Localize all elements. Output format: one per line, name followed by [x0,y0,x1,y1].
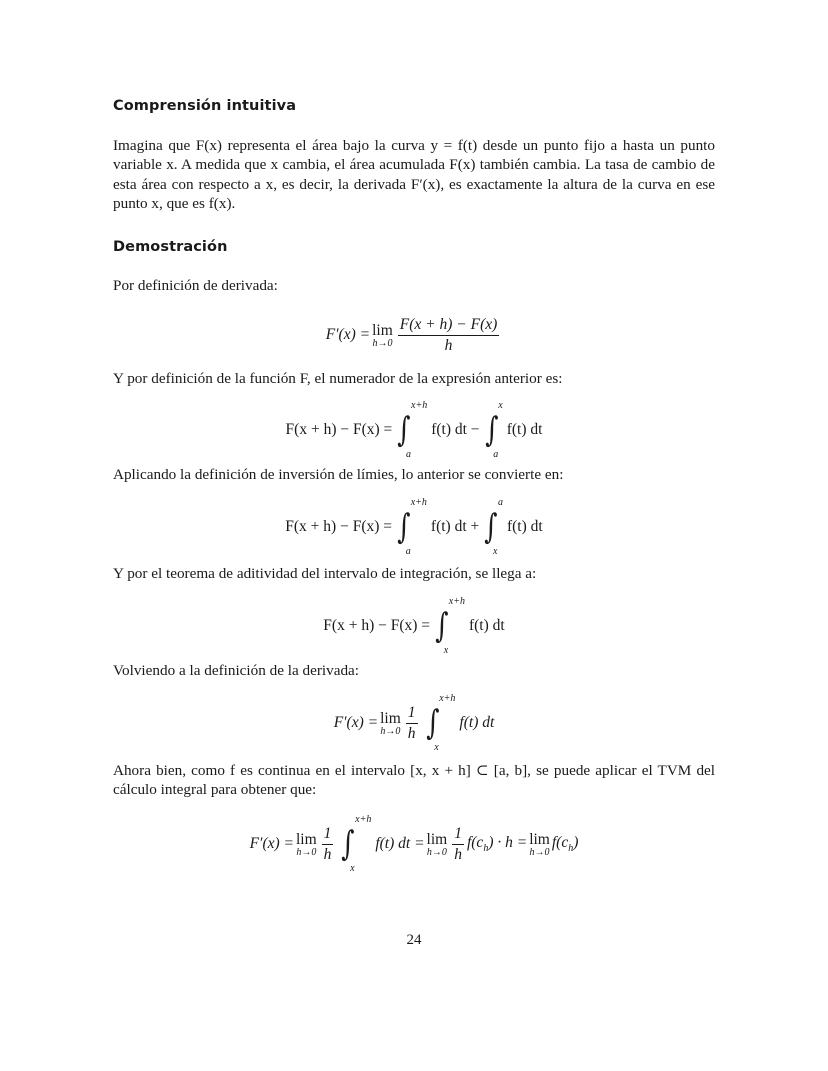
integral-sign-icon: ∫ [425,703,440,743]
eq5-int-upper: x+h [439,693,456,704]
eq6-frac1-num: 1 [322,825,334,845]
eq1-numerator: F(x + h) − F(x) [398,316,500,336]
eq6-integrand: f(t) dt = [375,835,425,852]
section-heading-proof: Demostración [113,239,228,255]
equation-limit-inversion [0,497,828,557]
eq6-limit-1 [296,831,317,858]
eq6-mid-sub: h [483,843,489,855]
eq2-int2-lower: a [493,449,499,460]
eq1-lhs: F′(x) = [325,326,371,343]
eq2-int2-upper: x [498,400,503,411]
eq5-integral [424,693,456,753]
eq6-end-sub: h [568,843,574,855]
eq6-end-tail: ) [573,833,579,851]
eq3-lhs: F(x + h) − F(x) = [285,518,393,535]
eq6-integral [339,814,372,874]
eq3-integral-2 [482,497,503,557]
eq4-integral [433,596,465,656]
eq6-lim1-sub: h→0 [296,846,317,858]
eq3-integrand-1: f(t) dt + [430,518,480,535]
eq1-limit [372,322,393,349]
eq4-integrand: f(t) dt [468,617,505,634]
eq6-lim3-label: lim [529,830,550,848]
section-heading-intuitive: Comprensión intuitiva [113,98,297,114]
eq3-int1-upper: x+h [410,497,427,508]
eq5-lhs: F′(x) = [333,714,379,731]
eq5-int-lower: x [434,742,439,753]
eq2-integrand-1: f(t) dt − [431,421,480,438]
eq1-fraction [398,316,500,355]
eq6-middle [467,834,527,854]
eq6-limit-2 [427,831,448,858]
eq2-integral-2 [483,400,503,460]
equation-additivity [0,596,828,656]
eq1-denominator: h [444,336,453,354]
eq2-lhs: F(x + h) − F(x) = [285,421,393,438]
eq6-fraction-1 [322,825,334,864]
eq6-frac2-num: 1 [452,825,464,845]
proof-text-4: Y por el teorema de aditividad del intervalo de integración, se llega a: [113,565,537,582]
proof-text-3: Aplicando la definición de inversión de límies, lo anterior se convierte en: [113,466,564,483]
eq6-fraction-2 [452,825,464,864]
eq4-int-lower: x [443,645,449,656]
eq2-int1-lower: a [406,449,412,460]
eq6-lim1-label: lim [296,830,317,848]
intuitive-paragraph: Imagina que F(x) representa el área bajo la curva y = f(t) desde un punto fijo a hasta un punto variable x. A medida que x cambia, el área acumulada F(x) también cambia. La tasa de cambio de esta área con respecto a x, es decir, la derivada F′(x), es exactamente la altura de la curva en ese punto x, que es f(x). [113,137,715,213]
eq3-int2-upper: a [497,497,503,508]
eq6-lim3-sub: h→0 [529,846,550,858]
eq1-lim-sub: h→0 [372,337,393,349]
eq6-mid-fn: f(c [466,833,484,851]
eq5-fraction [406,704,418,743]
integral-sign-icon: ∫ [435,606,449,646]
eq6-end [552,834,579,854]
integral-sign-icon: ∫ [397,507,411,547]
integral-sign-icon: ∫ [397,410,411,450]
eq6-limit-3 [529,831,550,858]
eq6-lhs: F′(x) = [249,835,294,852]
eq3-int1-lower: a [405,546,411,557]
eq5-lim-label: lim [380,709,401,727]
eq5-limit [380,710,401,737]
eq6-frac1-den: h [323,845,332,863]
equation-numerator-split [0,400,828,460]
eq5-frac-den: h [407,724,416,742]
eq5-lim-sub: h→0 [380,725,401,737]
eq6-int-lower: x [350,863,355,874]
page-number: 24 [406,932,422,948]
eq6-frac2-den: h [454,845,462,863]
equation-derivative-integral [0,693,828,753]
eq6-lim2-sub: h→0 [426,846,447,858]
equation-mean-value [0,814,828,874]
eq6-end-fn: f(c [551,833,569,851]
integral-sign-icon: ∫ [341,824,355,864]
eq4-lhs: F(x + h) − F(x) = [323,617,431,634]
eq6-int-upper: x+h [355,814,372,825]
eq2-integral-1 [395,400,428,460]
proof-text-1: Por definición de derivada: [113,277,278,294]
equation-derivative-definition [0,315,828,355]
eq3-integral-1 [395,497,427,557]
eq1-lim-label: lim [372,321,393,339]
eq2-int1-upper: x+h [411,400,428,411]
eq4-int-upper: x+h [448,596,465,607]
integral-sign-icon: ∫ [484,410,499,450]
eq3-integrand-2: f(t) dt [506,518,543,535]
eq2-integrand-2: f(t) dt [506,421,543,438]
proof-text-6: Ahora bien, como f es continua en el intervalo [x, x + h] ⊂ [a, b], se puede aplicar el TVM del cálculo integral para obtener que: [113,762,715,799]
integral-sign-icon: ∫ [484,507,498,547]
eq6-mid-tail: ) · h = [488,833,528,851]
eq6-lim2-label: lim [426,830,448,848]
eq3-int2-lower: x [492,546,498,557]
proof-text-2: Y por definición de la función F, el numerador de la expresión anterior es: [113,370,563,387]
proof-text-5: Volviendo a la definición de la derivada: [113,662,360,679]
eq5-integrand: f(t) dt [459,714,495,731]
eq5-frac-num: 1 [406,704,418,724]
